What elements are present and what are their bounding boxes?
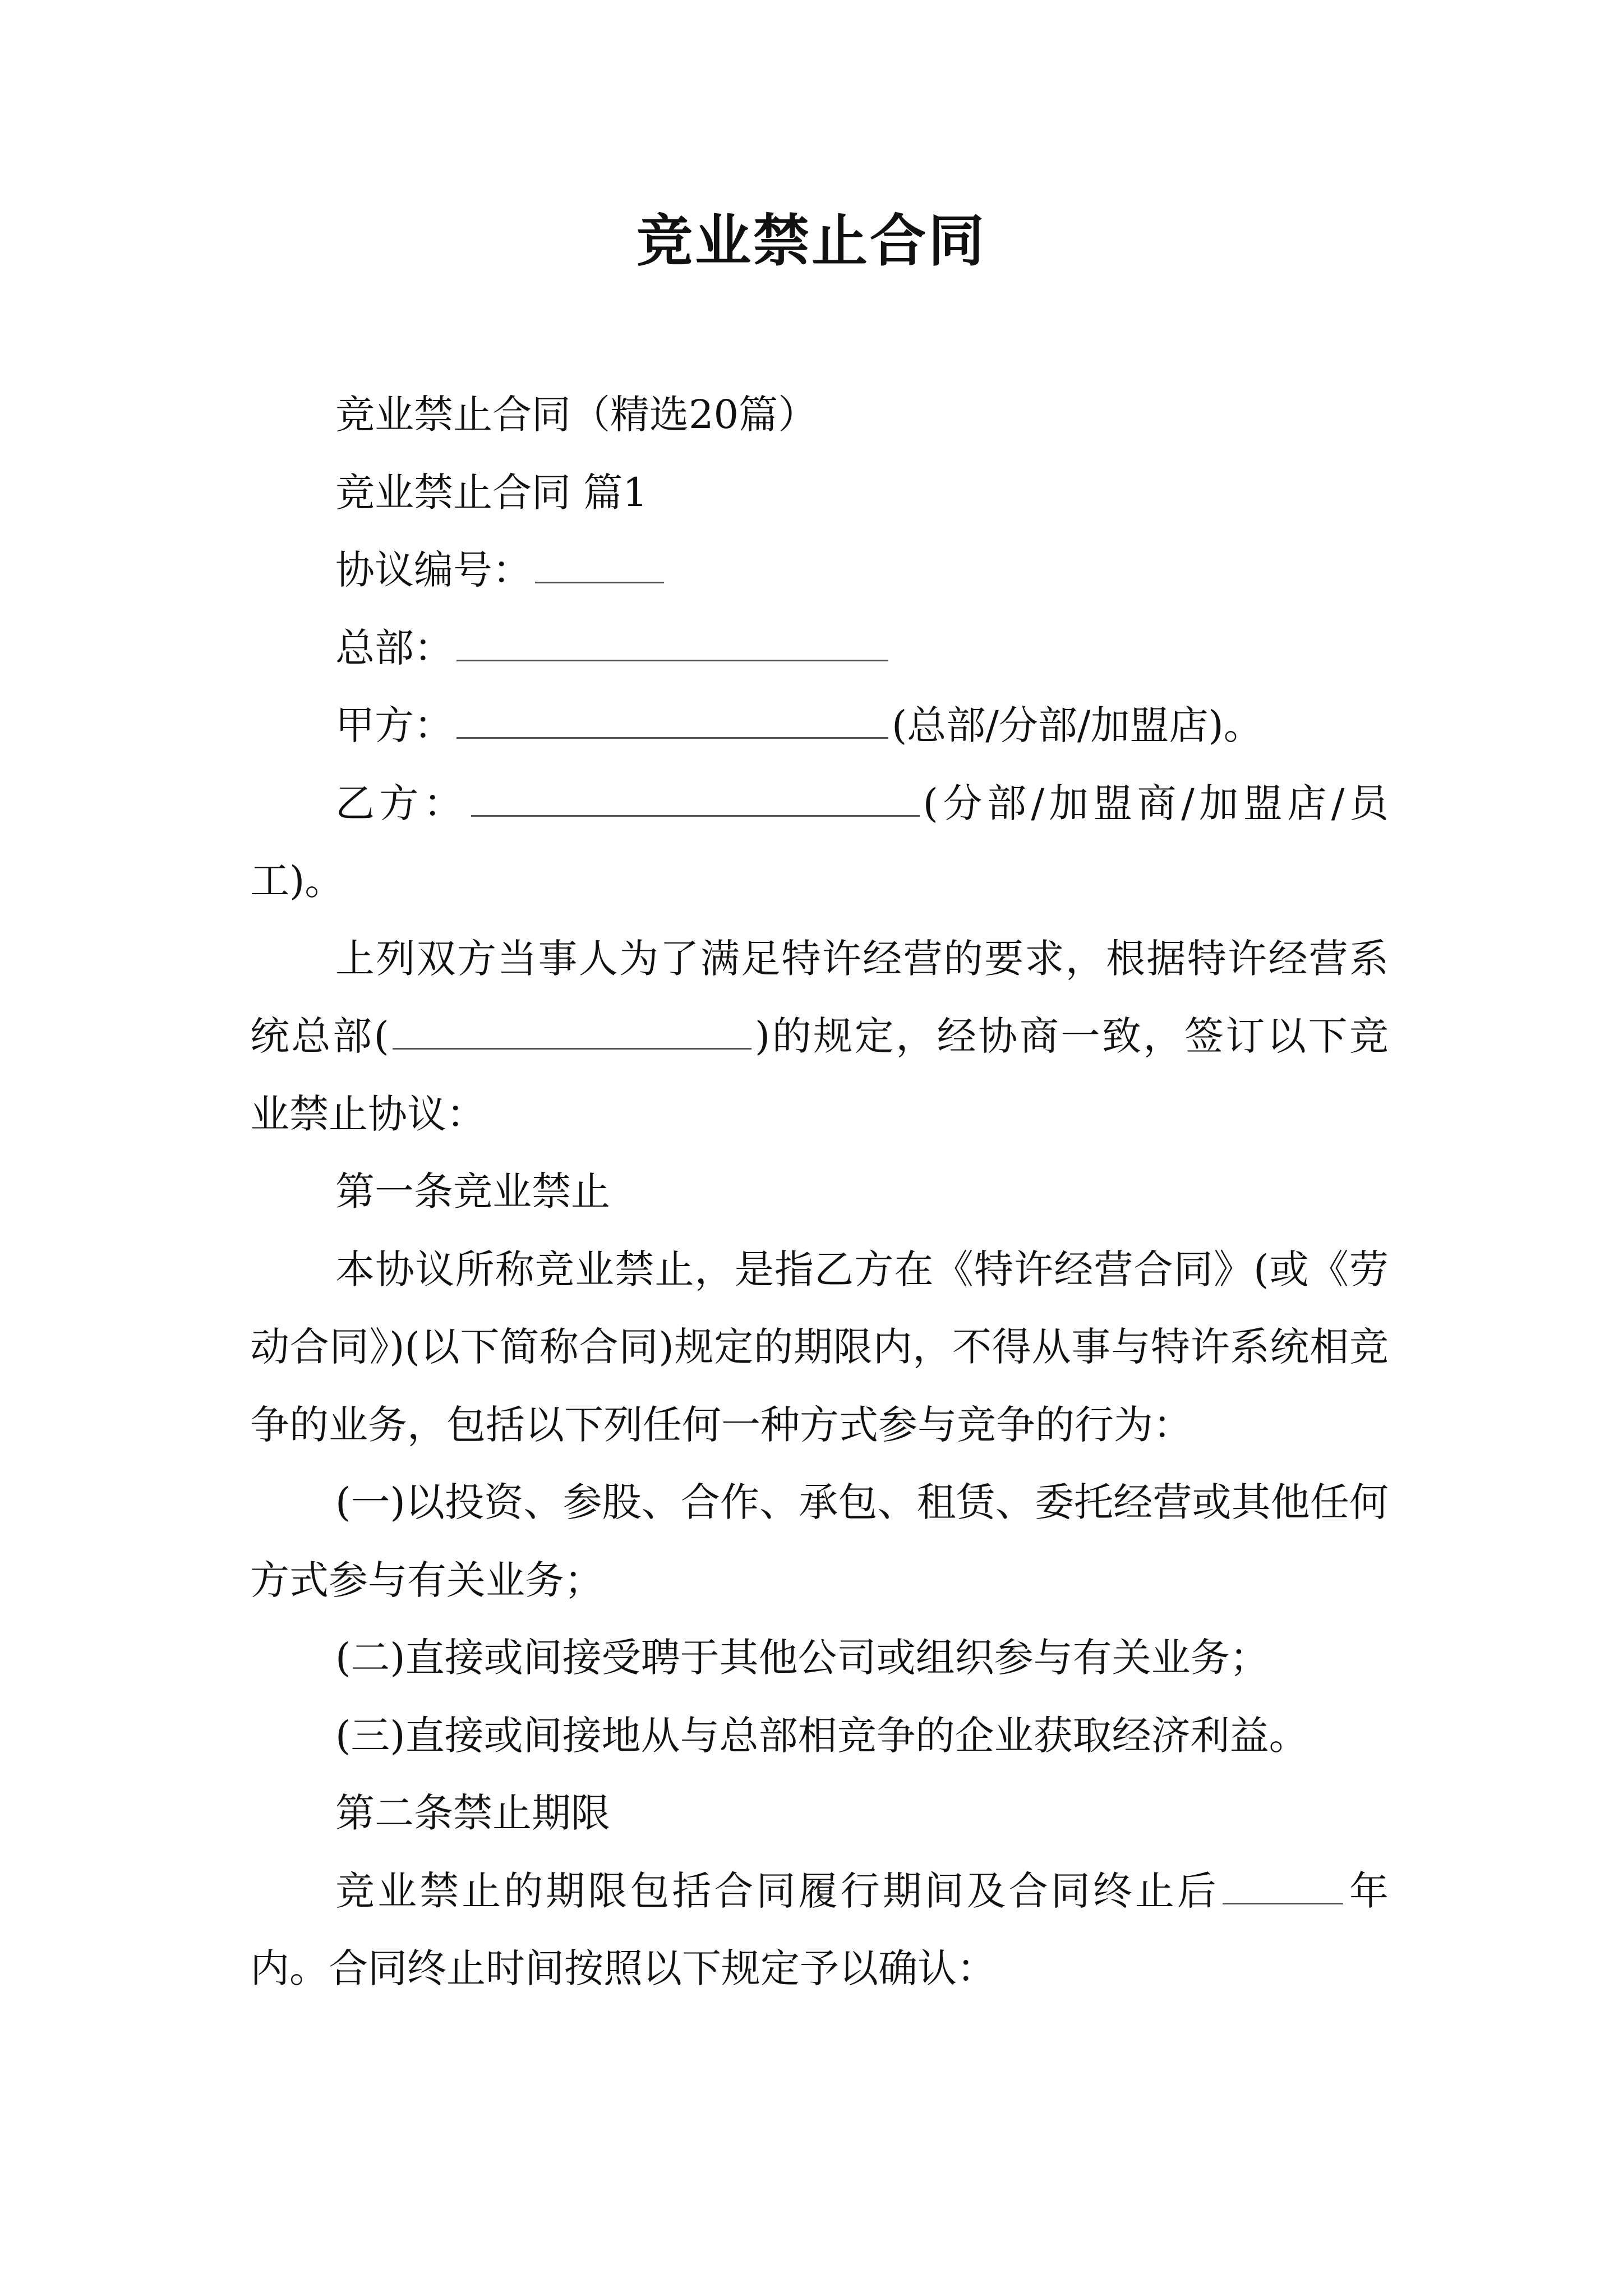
party-b-note: (分部/加盟商/加盟店/员工)。 <box>250 780 1389 904</box>
years-blank <box>1223 1865 1343 1904</box>
clause-1-item-1: (一)以投资、参股、合作、承包、租赁、委托经营或其他任何方式参与有关业务； <box>250 1479 1389 1603</box>
subtitle: 竞业禁止合同（精选20篇） <box>335 392 818 438</box>
agreement-number-blank <box>535 544 664 583</box>
headquarters-blank <box>457 622 888 661</box>
clause-2-body <box>250 1852 1389 2008</box>
party-b-label: 乙方： <box>335 780 468 826</box>
clause-1-item-2: (二)直接或间接受聘于其他公司或组织参与有关业务； <box>335 1635 1269 1681</box>
clause-2-part-b: 年内。合同终止时间按照以下规定予以确认： <box>250 1867 1389 1991</box>
party-a-note: (总部/分部/加盟店)。 <box>892 702 1263 748</box>
party-a-blank <box>457 700 888 739</box>
clause-2-part-a: 竞业禁止的期限包括合同履行期间及合同终止后 <box>335 1867 1219 1914</box>
preamble-part-a: 上列双方当事人为了满足特许经营的要求，根据特许经营系统总部( <box>250 935 1389 1059</box>
clause-2-title: 第二条禁止期限 <box>335 1790 610 1836</box>
hq-system-blank <box>393 1010 751 1050</box>
preamble-paragraph <box>250 920 1389 1153</box>
party-b-blank <box>471 777 920 817</box>
preamble-part-b: )的规定，经协商一致，签订以下竞业禁止协议： <box>250 1013 1389 1137</box>
party-a-line <box>250 687 1389 765</box>
clause-1-body: 本协议所称竞业禁止，是指乙方在《特许经营合同》(或《劳动合同》)(以下简称合同)规定的期限内，不得从事与特许系统相竞争的业务，包括以下列任何一种方式参与竞争的行为： <box>250 1246 1389 1448</box>
agreement-number-line <box>250 531 1389 609</box>
party-b-paragraph <box>250 765 1389 920</box>
headquarters-line <box>250 609 1389 687</box>
clause-1-item-3: (三)直接或间接地从与总部相竞争的企业获取经济利益。 <box>335 1712 1308 1759</box>
article-header: 竞业禁止合同 篇1 <box>335 469 648 516</box>
party-a-label: 甲方： <box>335 702 453 748</box>
clause-1-title: 第一条竞业禁止 <box>335 1168 610 1214</box>
headquarters-label: 总部： <box>335 624 453 671</box>
document-title: 竞业禁止合同 <box>637 208 986 274</box>
document-body <box>250 376 1389 2008</box>
agreement-number-label: 协议编号： <box>335 547 532 593</box>
